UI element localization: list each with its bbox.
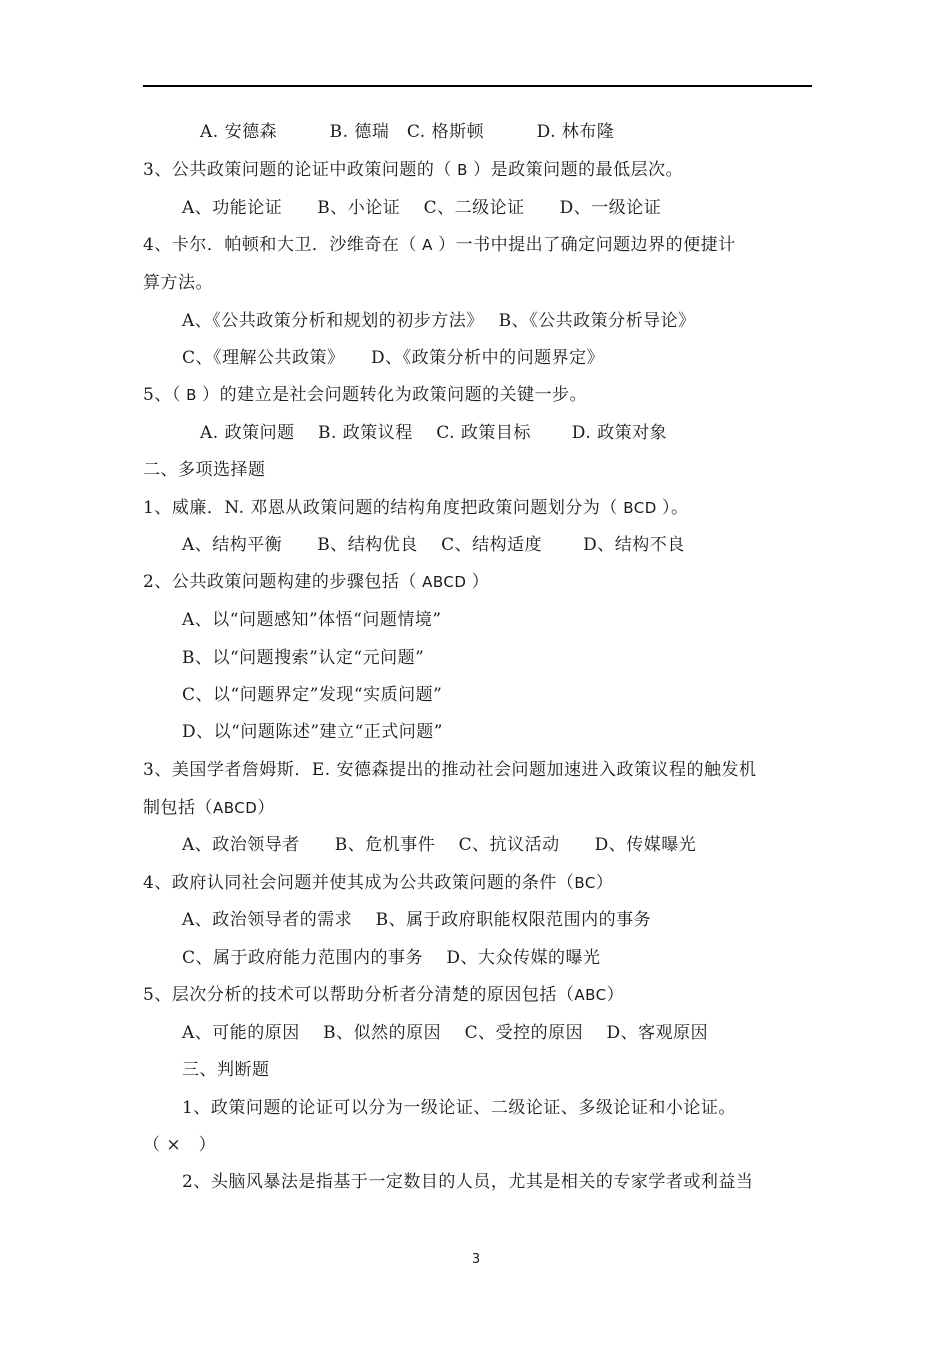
answer: A [416, 236, 439, 254]
q3-options: A、功能论证 B、小论证 C、二级论证 D、一级论证 [182, 198, 662, 218]
question-text: ）的建立是社会问题转化为政策问题的关键一步。 [202, 385, 588, 405]
section-heading-multiple-choice: 二、多项选择题 [143, 460, 266, 480]
mq5-options: A、可能的原因 B、似然的原因 C、受控的原因 D、客观原因 [182, 1023, 709, 1043]
mq2-option-d: D、以“问题陈述”建立“正式问题” [182, 722, 443, 742]
question-text: ） [606, 985, 625, 1005]
question-text: 4、卡尔．帕顿和大卫．沙维奇在（ [143, 235, 417, 255]
question-text: 2、公共政策问题构建的步骤包括（ [143, 572, 417, 592]
q4-stem-cont: 算方法。 [143, 273, 213, 293]
q4-options-1: A、《公共政策分析和规划的初步方法》 B、《公共政策分析导论》 [182, 311, 696, 331]
question-text: 4、政府认同社会问题并使其成为公共政策问题的条件（ [143, 873, 575, 893]
tf1-answer: （ × ） [143, 1135, 217, 1155]
answer: BCD [617, 499, 663, 517]
mq2-option-b: B、以“问题搜索”认定“元问题” [182, 648, 425, 668]
page-number: 3 [471, 1252, 481, 1267]
answer: B [180, 386, 203, 404]
mq5-stem [143, 983, 624, 1007]
question-text: ）。 [662, 498, 689, 518]
answer: B [451, 161, 474, 179]
question-text: ）是政策问题的最低层次。 [473, 160, 684, 180]
mq2-option-c: C、以“问题界定”发现“实质问题” [182, 685, 443, 705]
question-text: ） [595, 873, 614, 893]
q2-options: A. 安德森 B. 德瑞 C. 格斯顿 D. 林布隆 [200, 122, 615, 142]
header-rule [143, 85, 812, 87]
answer: ABC [574, 986, 607, 1004]
answer: BC [574, 874, 596, 892]
question-text: ） [471, 572, 490, 592]
question-text: 1、威廉．N. 邓恩从政策问题的结构角度把政策问题划分为（ [143, 498, 618, 518]
question-text: 5、层次分析的技术可以帮助分析者分清楚的原因包括（ [143, 985, 575, 1005]
q4-options-2: C、《理解公共政策》 D、《政策分析中的问题界定》 [182, 348, 605, 368]
q5-options: A. 政策问题 B. 政策议程 C. 政策目标 D. 政策对象 [200, 423, 668, 443]
mq4-options-1: A、政治领导者的需求 B、属于政府职能权限范围内的事务 [182, 910, 652, 930]
mq3-stem: 3、美国学者詹姆斯．E. 安德森提出的推动社会问题加速进入政策议程的触发机 [143, 760, 757, 780]
question-text: 3、公共政策问题的论证中政策问题的（ [143, 160, 452, 180]
mq3-stem-cont [143, 796, 275, 820]
mq2-stem [143, 570, 489, 594]
tf2-stem: 2、头脑风暴法是指基于一定数目的人员，尤其是相关的专家学者或利益当 [182, 1172, 754, 1192]
mq4-stem [143, 871, 613, 895]
mq2-option-a: A、以“问题感知”体悟“问题情境” [182, 610, 442, 630]
question-text: ） [257, 798, 275, 818]
question-text: 制包括（ [143, 798, 213, 818]
tf1-stem: 1、政策问题的论证可以分为一级论证、二级论证、多级论证和小论证。 [182, 1098, 736, 1118]
mq1-stem [143, 496, 689, 520]
mq3-options: A、政治领导者 B、危机事件 C、抗议活动 D、传媒曝光 [182, 835, 697, 855]
q4-stem [143, 233, 736, 257]
question-text: ）一书中提出了确定问题边界的便捷计 [438, 235, 736, 255]
q3-stem [143, 158, 683, 182]
answer: ABCD [416, 573, 472, 591]
answer: ABCD [213, 799, 258, 817]
mq4-options-2: C、属于政府能力范围内的事务 D、大众传媒的曝光 [182, 948, 601, 968]
mq1-options: A、结构平衡 B、结构优良 C、结构适度 D、结构不良 [182, 535, 685, 555]
question-text: 5、（ [143, 385, 181, 405]
q5-stem [143, 383, 587, 407]
section-heading-true-false: 三、判断题 [182, 1060, 270, 1080]
